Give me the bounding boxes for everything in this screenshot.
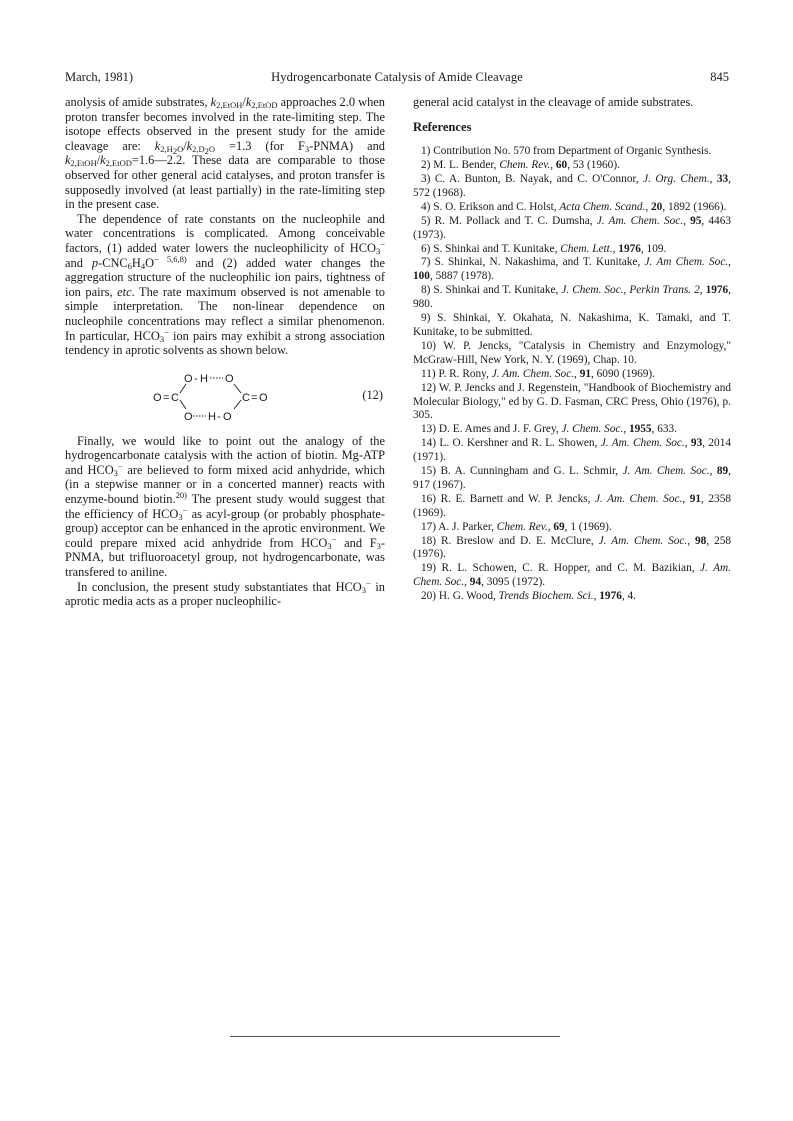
references-heading: References	[413, 119, 472, 134]
atom-o5: O	[184, 410, 193, 423]
atom-o4: O	[259, 391, 268, 404]
reference-number: 2)	[421, 159, 431, 172]
reference-number: 18)	[421, 534, 437, 547]
reference-text: S. O. Erikson and C. Holst,	[430, 200, 560, 213]
reference-text: , 258 (1976).	[413, 534, 732, 561]
reference-text: J. Am Chem. Soc.	[644, 256, 729, 269]
reference-text: R. Breslow and D. E. McClure,	[436, 534, 599, 547]
reference-item	[413, 535, 731, 563]
reference-text: C. A. Bunton, B. Nayak, and C. O'Connor,	[430, 173, 644, 185]
atom-o2: O	[225, 372, 234, 385]
atom-o3: O	[153, 391, 162, 404]
reference-text: W. P. Jencks and J. Regenstein, "Handbook of Biochemistry and Molecular Biology," ed by G. D. Fasman, CRC Press, Ohio (1976), p. 305.	[413, 381, 731, 422]
reference-number: 15)	[421, 465, 437, 478]
paragraph-isotope-effects: anolysis of amide substrates, $k_{2,EtOH}/k_{2,EtOD}$ approaches 2.0 when proton transfer becomes involved in the rate-limiting step. The isotope effects observed in the present study for the amide cleavage are: $k_{2,H_2O}/k_{2,D_2O} =1.3$ (for $F_3-PNMA$) and $k_{2,EtOH}/k_{2,EtOD}=1.6—2.2$. These data are comparable to those observed for other general acid catalyses, and proton transfer is supposedly involved (at least partially) in the rate-limiting step in the present case.	[65, 95, 385, 212]
reference-text: A. J. Parker,	[436, 520, 497, 533]
reference-text: Contribution No. 570 from Department of Organic Synthesis.	[430, 145, 712, 158]
reference-item	[413, 284, 731, 312]
reference-text: ,	[682, 492, 690, 505]
reference-text: J. Chem. Soc.	[561, 423, 624, 436]
reference-text: Chem. Lett.	[560, 242, 613, 255]
reference-text: , 4463 (1973).	[413, 214, 731, 241]
reference-text: J. Am. Chem. Soc.	[491, 367, 575, 380]
reference-text: 1976	[618, 242, 641, 255]
reference-text: 98	[695, 534, 707, 547]
reference-text: M. L. Bender,	[430, 159, 500, 172]
reference-number: 13)	[421, 423, 437, 436]
reference-item	[413, 256, 731, 284]
reference-number: 20)	[421, 590, 437, 603]
reference-text: J. Org. Chem.	[643, 173, 710, 185]
reference-text: Chem. Rev.	[496, 520, 548, 533]
right-column	[413, 95, 731, 604]
reference-item	[413, 340, 731, 368]
reference-text: , 5887 (1978).	[429, 270, 494, 283]
reference-text: 94	[469, 576, 482, 589]
atom-h2: H	[208, 410, 216, 423]
reference-number: 12)	[421, 381, 437, 394]
reference-text: 20	[651, 200, 663, 213]
reference-text: , 3095 (1972).	[481, 576, 546, 589]
double-bond-1: =	[163, 391, 170, 404]
reference-number: 16)	[421, 492, 437, 505]
reference-item	[413, 173, 731, 201]
reference-text: R. E. Barnett and W. P. Jencks,	[436, 492, 595, 505]
reference-text: S. Shinkai and T. Kunitake,	[430, 284, 562, 297]
reference-text: J. Am. Chem. Soc.	[598, 534, 688, 547]
references-list	[413, 145, 731, 604]
reference-text: Trends Biochem. Sci.	[498, 590, 594, 603]
reference-number: 10)	[421, 339, 437, 352]
reference-number: 3)	[421, 173, 431, 185]
reference-text: 60	[555, 159, 568, 172]
reference-item	[413, 382, 731, 424]
reference-item	[413, 465, 731, 493]
reference-text: ,	[623, 423, 629, 436]
issue-date: March, 1981)	[65, 70, 134, 84]
reference-text: ,	[687, 534, 696, 547]
reference-number: 19)	[421, 562, 437, 575]
reference-text: L. O. Kershner and R. L. Showen,	[436, 437, 601, 450]
bond-dash-1: -	[194, 372, 198, 385]
reference-item	[413, 368, 731, 382]
reference-text: , 917 (1967).	[413, 465, 731, 491]
reference-text: 1976	[599, 590, 622, 603]
reference-number: 9)	[421, 312, 431, 325]
atom-o1: O	[184, 372, 193, 385]
atom-c1: C	[171, 391, 179, 404]
reference-text: S. Shinkai, Y. Okahata, N. Nakashima, K. Tamaki, and T. Kunitake, to be submitted.	[413, 312, 731, 338]
reference-number: 6)	[421, 242, 431, 255]
reference-text: , 1892 (1966).	[662, 200, 727, 213]
atom-h1: H	[200, 372, 208, 385]
reference-item	[413, 590, 731, 604]
paragraph-rate-dependence: The dependence of rate constants on the nucleophile and water concentrations is complicated. Among conceivable factors, (1) added water lowers the nucleophilicity of $HCO_3^-$ and $p-CNC_6H_4O^{- 5,6,8)}$ and (2) added water changes the aggregation structure of the nucleophilic ion pairs, tightness of ion pairs, etc. The rate maximum observed is not amenable to simple interpretation. The non-linear dependence on nucleophile concentrations may reflect a similar phenomenon. In particular, $HCO_3^-$ ion pairs may exhibit a strong association tendency in aprotic solvents as shown below.	[65, 211, 385, 358]
reference-text: ,	[709, 465, 717, 478]
reference-text: J. Am. Chem. Soc.	[413, 562, 732, 589]
reference-item	[413, 437, 731, 465]
reference-text: D. E. Ames and J. F. Grey,	[436, 423, 562, 436]
reference-text: 91	[689, 492, 702, 505]
reference-text: 69	[553, 520, 565, 533]
reference-text: , 633.	[651, 423, 677, 436]
reference-text: P. R. Rony,	[435, 367, 492, 380]
reference-text: , 53 (1960).	[567, 159, 620, 172]
bicarbonate-dimer-structure	[153, 364, 293, 428]
reference-text: Acta Chem. Scand.	[559, 200, 646, 213]
bond-dash-2: -	[217, 410, 221, 423]
running-title: Hydrogencarbonate Catalysis of Amide Cleavage	[271, 70, 523, 84]
reference-text: , 572 (1968).	[413, 173, 731, 199]
paragraph-conclusion-continued: general acid catalyst in the cleavage of amide substrates.	[413, 95, 694, 109]
reference-item	[413, 159, 731, 173]
reference-text: ,	[550, 159, 556, 172]
reference-text: ,	[728, 256, 731, 269]
atom-o6: O	[223, 410, 232, 423]
reference-text: , 2358 (1969).	[413, 492, 731, 519]
reference-text: , 6090 (1969).	[591, 367, 656, 380]
reference-text: 100	[413, 270, 430, 283]
reference-text: 1976	[705, 284, 729, 297]
reference-text: Chem. Rev.	[499, 159, 551, 172]
reference-text: ,	[612, 242, 619, 255]
equation-number: (12)	[362, 387, 383, 402]
running-header	[65, 70, 729, 88]
reference-text: H. G. Wood,	[436, 590, 499, 603]
reference-text: , 2014 (1971).	[413, 437, 732, 464]
reference-text: J. Am. Chem. Soc.	[594, 492, 683, 505]
reference-text: ,	[709, 173, 717, 185]
reference-text: ,	[699, 284, 706, 297]
double-bond-2: =	[251, 391, 258, 404]
reference-number: 8)	[421, 284, 431, 297]
reference-number: 5)	[421, 214, 431, 227]
reference-item	[413, 243, 731, 257]
reference-number: 4)	[421, 200, 431, 213]
atom-c2: C	[242, 391, 250, 404]
reference-item	[413, 423, 731, 437]
page-number: 845	[710, 70, 729, 84]
reference-item	[413, 201, 731, 215]
equation-12	[65, 364, 385, 428]
reference-text: ,	[574, 367, 580, 380]
reference-number: 7)	[421, 256, 431, 269]
end-divider	[230, 1036, 560, 1037]
reference-item	[413, 562, 731, 590]
reference-number: 11)	[421, 367, 436, 380]
reference-text: ,	[684, 437, 691, 450]
reference-text: 1955	[628, 423, 652, 436]
reference-text: J. Am. Chem. Soc.	[596, 214, 684, 227]
reference-text: J. Am. Chem. Soc.	[622, 465, 710, 478]
reference-item	[413, 145, 731, 159]
reference-item	[413, 215, 731, 243]
reference-item	[413, 493, 731, 521]
paragraph-biotin-analogy: Finally, we would like to point out the analogy of the hydrogencarbonate catalysis with the action of biotin. Mg-ATP and $HCO_3^-$ are believed to form mixed acid anhydride, which (in a stepwise manner or in a concerted manner) reacts with enzyme-bound biotin.$^{20)}$ The present study would suggest that the efficiency of $HCO_3^-$ as acyl-group (or probably phosphate-group) acceptor can be enhanced in the aprotic environment. We could prepare mixed acid anhydride from $HCO_3^-$ and $F_3$-PNMA, but trifluoroacetyl group, not hydrogencarbonate, was transfered to aniline.	[65, 433, 386, 580]
reference-number: 1)	[421, 145, 431, 158]
reference-item	[413, 312, 731, 340]
reference-number: 14)	[421, 437, 437, 450]
reference-text: ,	[683, 214, 691, 227]
left-column	[65, 95, 385, 609]
reference-text: J. Chem. Soc., Perkin Trans. 2	[561, 284, 700, 297]
reference-text: B. A. Cunningham and G. L. Schmir,	[436, 465, 623, 478]
reference-text: S. Shinkai and T. Kunitake,	[430, 242, 561, 255]
reference-text: ,	[547, 520, 554, 533]
reference-text: ,	[645, 200, 652, 213]
reference-text: , 980.	[413, 284, 731, 311]
reference-text: ,	[464, 576, 470, 589]
reference-number: 17)	[421, 520, 437, 533]
reference-text: J. Am. Chem. Soc.	[600, 437, 685, 450]
reference-text: 91	[579, 367, 591, 380]
paragraph-conclusion: In conclusion, the present study substantiates that $HCO_3^-$ in aprotic media acts as a proper nucleophilic-	[65, 577, 385, 609]
reference-text: ,	[593, 590, 600, 603]
reference-text: , 1 (1969).	[564, 520, 612, 533]
reference-text: W. P. Jencks, "Catalysis in Chemistry and Enzymology," McGraw-Hill, New York, N. Y. (1969), Chap. 10.	[413, 339, 731, 366]
reference-text: R. L. Schowen, C. R. Hopper, and C. M. Bazikian,	[436, 562, 701, 575]
reference-text: S. Shinkai, N. Nakashima, and T. Kunitake,	[430, 256, 645, 269]
reference-text: 93	[690, 437, 703, 450]
reference-text: 95	[690, 214, 702, 227]
reference-text: 89	[716, 465, 729, 478]
reference-text: , 109.	[640, 242, 667, 255]
reference-text: R. M. Pollack and T. C. Dumsha,	[430, 214, 597, 227]
reference-text: , 4.	[621, 590, 636, 603]
reference-item	[413, 521, 731, 535]
reference-text: 33	[716, 173, 729, 185]
